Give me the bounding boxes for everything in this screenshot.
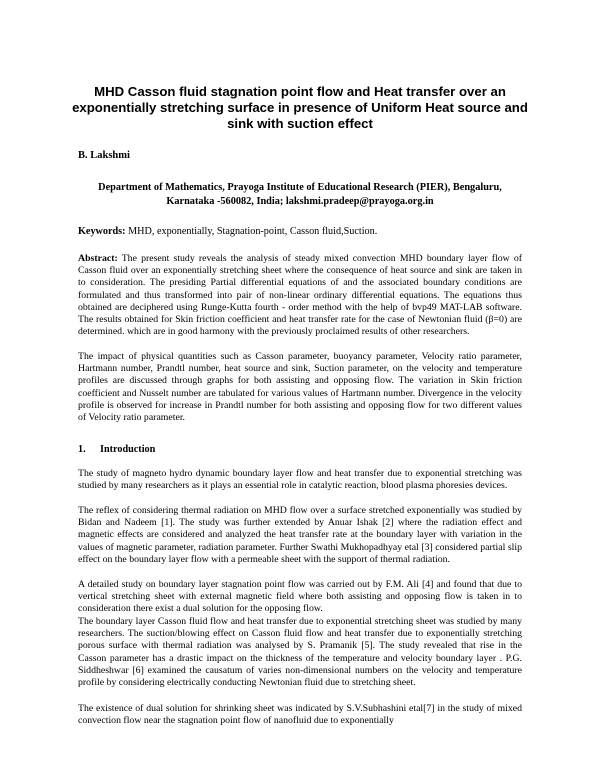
keywords-line — [78, 225, 538, 238]
intro-paragraph-2: The reflex of considering thermal radiation on MHD flow over a surface stretched exponentially was studied by Bidan and Nadeem [1]. The study was further extended by Anuar Ishak [2] where the radiation effect and magnetic effects are considered and analyzed the heat transfer rate at the boundary layer with variation in the values of magnetic parameter, radiation parameter. Further Swathi Mukhopadhyay etal [3] considered partial slip effect on the boundary layer flow with a permeable sheet with the support of thermal radiation. — [78, 505, 522, 565]
intro-paragraph-4: The boundary layer Casson fluid flow and heat transfer due to exponential stretching sheet was studied by many researchers. The suction/blowing effect on Casson fluid flow and heat transfer due to exponentially stretching porous surface with thermal radiation was analysed by S. Pramanik [5]. The study revealed that rise in the Casson parameter has a drastic impact on the thickness of the temperature and velocity boundary layer . P.G. Siddheshwar [6] examined the causatum of varies non-dimensional numbers on the velocity and temperature profile by considering electrically conducting Newtonian fluid due to stretching sheet. — [78, 616, 522, 689]
abstract-paragraph-1 — [78, 253, 522, 338]
author-affiliation: Department of Mathematics, Prayoga Institute of Educational Research (PIER), Bengaluru, Karnataka -560082, India; lakshmi.pradeep@prayoga.org.in — [98, 182, 502, 207]
abstract-label: Abstract: — [78, 253, 118, 264]
intro-paragraph-1: The study of magneto hydro dynamic boundary layer flow and heat transfer due to exponential stretching was studied by many researchers as it plays an essential role in catalytic reaction, blood plasma phoresies devices. — [78, 468, 522, 492]
abstract-text-1: The present study reveals the analysis of steady mixed convection MHD boundary layer flow of Casson fluid over an exponentially stretching sheet where the consequence of heat source and sink are taken in to consideration. The presiding Partial differential equations of and the associated boundary conditions are formulated and thus transformed into pair of non-linear ordinary differential equations. The equations thus obtained are deciphered using Runge-Kutta fourth - order method with the help of bvp49 MAT-LAB software. The results obtained for Skin friction coefficient and heat transfer rate for the case of Newtonian fluid (β=0) are determined. which are in good harmony with the previously proclaimed results of other researchers. — [78, 253, 522, 338]
intro-paragraph-5: The existence of dual solution for shrinking sheet was indicated by S.V.Subhashini etal[7] in the study of mixed convection flow near the stagnation point flow of nanofluid due to exponentially — [78, 703, 522, 727]
keywords-text: MHD, exponentially, Stagnation-point, Casson fluid,Suction. — [125, 226, 378, 237]
keywords-label: Keywords: — [78, 226, 126, 237]
abstract-paragraph-2: The impact of physical quantities such as Casson parameter, buoyancy parameter, Velocity ratio parameter, Hartmann number, Prandtl number, heat source and sink, Suction parameter, on the velocity and temperature profiles are discussed through graphs for both assisting and opposing flow. The variation in Skin friction coefficient and Nusselt number are tabulated for various values of Hartmann number. Divergence in the velocity profile is observed for increase in Prandtl number for both assisting and opposing flow for two different values of Velocity ratio parameter. — [78, 351, 522, 424]
paper-title: MHD Casson fluid stagnation point flow and Heat transfer over an exponentially stretching surface in presence of Uniform Heat source and sink with suction effect — [72, 84, 528, 131]
section-number: 1. — [78, 444, 86, 455]
section-heading-introduction — [78, 444, 155, 455]
section-title: Introduction — [100, 444, 156, 455]
intro-paragraph-3: A detailed study on boundary layer stagnation point flow was carried out by F.M. Ali [4] and found that due to vertical stretching sheet with external magnetic field where both assisting and opposing flow is taken in to consideration there exist a dual solution for the opposing flow. — [78, 579, 522, 615]
author-name: B. Lakshmi — [78, 150, 130, 161]
